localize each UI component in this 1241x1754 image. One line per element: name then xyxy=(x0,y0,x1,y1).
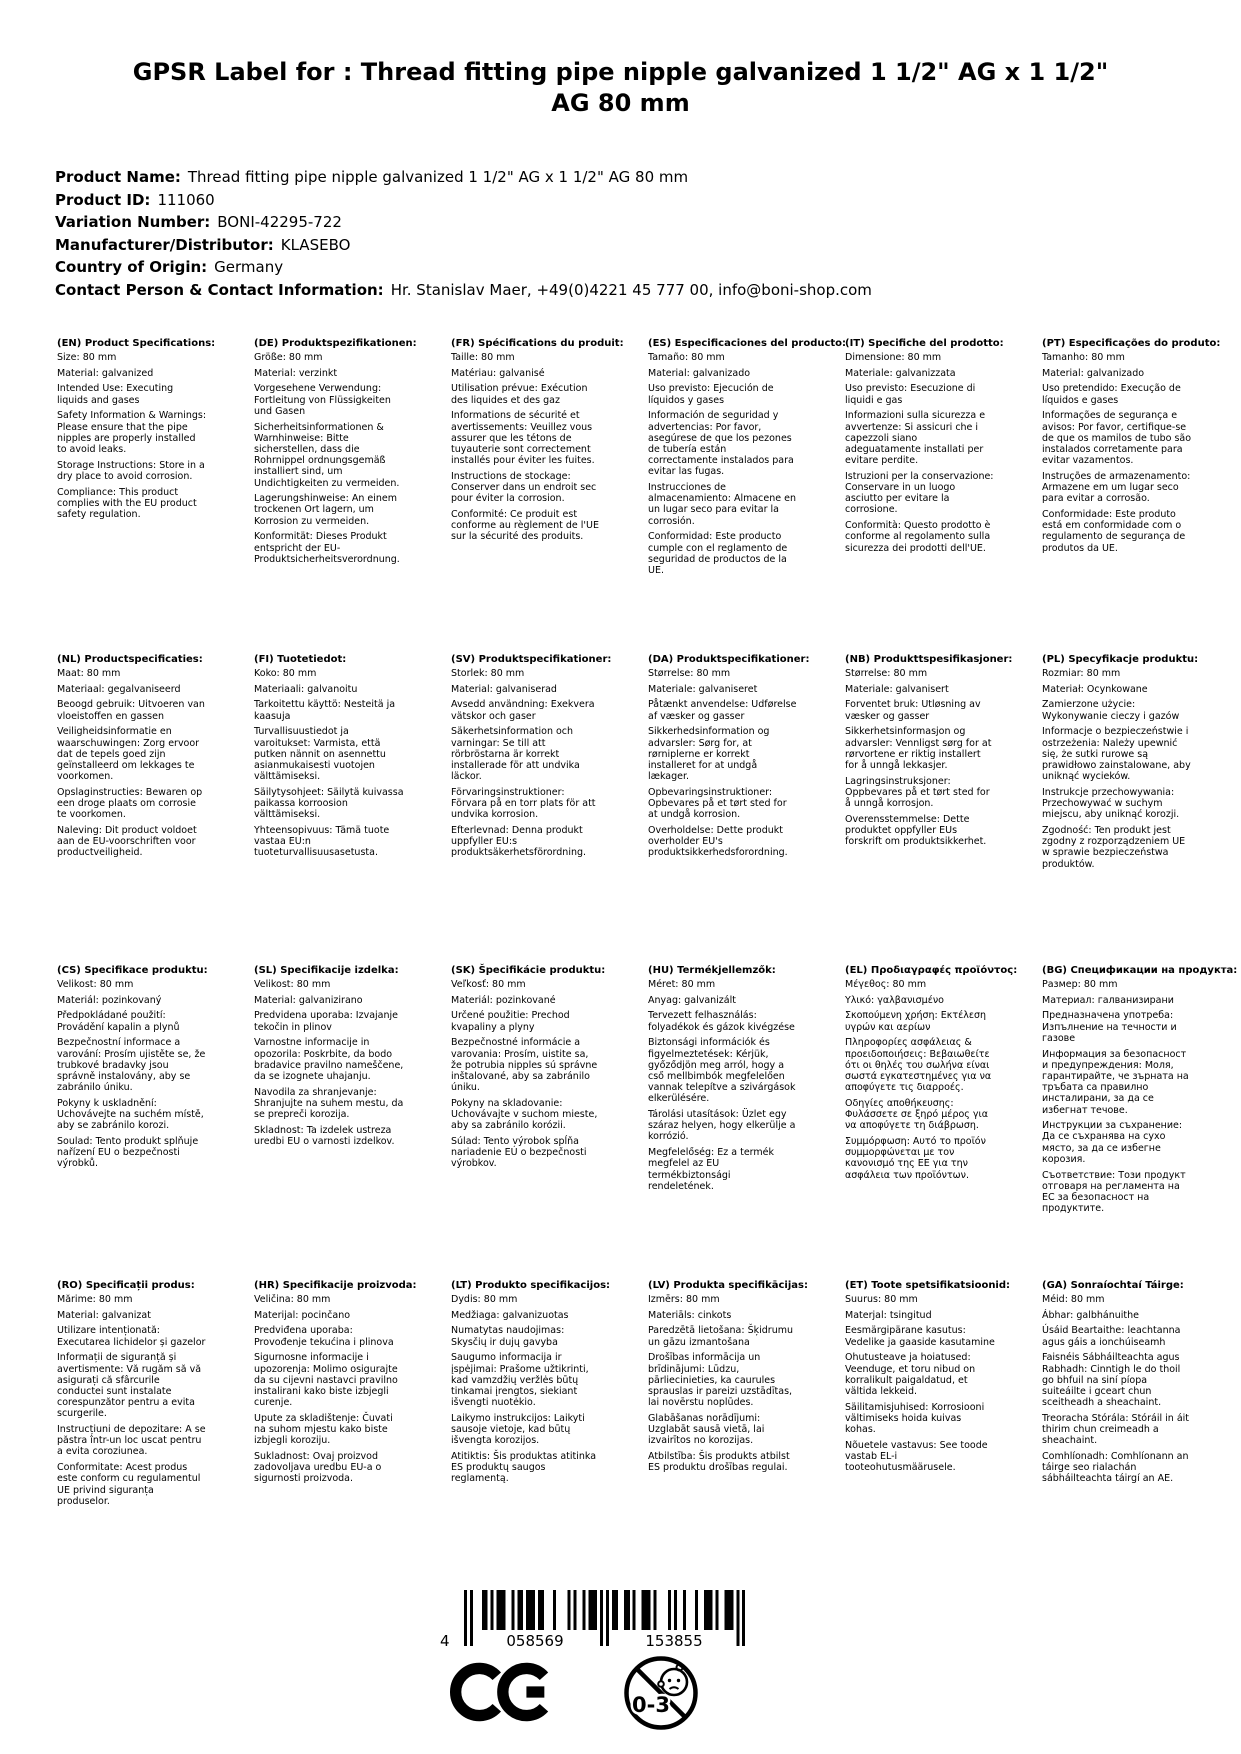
spec-block-bg xyxy=(1042,965,1239,1280)
spec-block-pl xyxy=(1042,654,1239,965)
spec-paragraph: Rozmiar: 80 mm xyxy=(1042,668,1121,679)
spec-paragraph: Материал: галванизирани xyxy=(1042,994,1174,1006)
spec-header: (HU) Termékjellemzők: xyxy=(648,965,776,976)
spec-paragraph: Πληροφορίες ασφάλειας & προειδοποιήσεις: Βεβαιωθείτε ότι οι θηλές του σωλήνα είναι σωστά εγκατεστημένες για να αποφύγετε τις διαρροές. xyxy=(845,1037,992,1094)
spec-header: (CS) Specifikace produktu: xyxy=(57,965,208,976)
product-info-row xyxy=(55,215,872,230)
product-info-value: KLASEBO xyxy=(280,235,351,254)
spec-paragraph: Laikymo instrukcijos: Laikyti sausoje vietoje, kad būtų išvengta korozijos. xyxy=(451,1412,585,1447)
spec-paragraph: Forventet bruk: Utløsning av væsker og gasser xyxy=(845,699,981,722)
product-info-row xyxy=(55,190,872,209)
spec-paragraph: Opbevaringsinstruktioner: Opbevares på et tørt sted for at undgå korrosion. xyxy=(648,786,787,821)
spec-block-hr xyxy=(254,1280,451,1511)
spec-paragraph: Soulad: Tento produkt splňuje nařízení EU o bezpečnosti výrobků. xyxy=(57,1135,199,1170)
spec-block-ga xyxy=(1042,1280,1239,1511)
spec-paragraph: Bezpečnostní informace a varování: Prosím ujistěte se, že trubkové bradavky jsou správně instalovány, aby se zabránilo úniku. xyxy=(57,1037,206,1094)
spec-paragraph: Comhlíonadh: Comhlíonann an táirge seo rialachán sábháilteachta táirgí an AE. xyxy=(1042,1450,1189,1485)
spec-paragraph: Megfelelőség: Ez a termék megfelel az EU termékbiztonsági rendeletének. xyxy=(648,1147,775,1192)
spec-paragraph: Paredzētā lietošana: Šķidrumu un gāzu izmantošana xyxy=(648,1325,793,1348)
spec-paragraph: Påtænkt anvendelse: Udførelse af væsker og gasser xyxy=(648,699,797,722)
spec-paragraph: Materiale: galvaniseret xyxy=(648,683,758,695)
spec-paragraph: Materiał: Ocynkowane xyxy=(1042,683,1148,695)
spec-paragraph: Navodila za shranjevanje: Shranjujte na suhem mestu, da se prepreči korozija. xyxy=(254,1086,404,1121)
specs-grid xyxy=(57,338,1239,1511)
spec-paragraph: Predvidena uporaba: Izvajanje tekočin in plinov xyxy=(254,1010,398,1033)
spec-paragraph: Opslaginstructies: Bewaren op een droge plaats om corrosie te voorkomen. xyxy=(57,786,203,821)
product-info-label: Manufacturer/Distributor: xyxy=(55,235,274,254)
spec-paragraph: Informații de siguranță și avertismente: Vă rugăm să vă asigurați că sfârcurile conductei sunt instalate corespunzător pentru a evita scurgerile. xyxy=(57,1352,202,1420)
spec-paragraph: Μέγεθος: 80 mm xyxy=(845,979,927,990)
age-warning-0-3-icon xyxy=(622,1654,700,1732)
spec-paragraph: Storlek: 80 mm xyxy=(451,668,525,679)
spec-paragraph: Úsáid Beartaithe: leachtanna agus gáis a ionchúiseamh xyxy=(1042,1325,1181,1348)
spec-paragraph: Størrelse: 80 mm xyxy=(845,668,928,679)
ean13-barcode xyxy=(436,1588,748,1650)
spec-header: (RO) Specificații produs: xyxy=(57,1280,195,1291)
spec-paragraph: Utilisation prévue: Exécution des liquides et des gaz xyxy=(451,383,588,406)
product-info-value: Hr. Stanislav Maer, +49(0)4221 45 777 00, info@boni-shop.com xyxy=(390,280,872,299)
spec-paragraph: Sigurnosne informacije i upozorenja: Molimo osigurajte da su cijevni nastavci pravilno instalirani kako biste izbjegli curenje. xyxy=(254,1352,398,1409)
spec-header: (GA) Sonraíochtaí Táirge: xyxy=(1042,1280,1184,1291)
spec-paragraph: Konformität: Dieses Produkt entspricht der EU-Produktsicherheitsverordnung. xyxy=(254,531,400,565)
spec-block-it xyxy=(845,338,1042,654)
spec-paragraph: Conformidad: Este producto cumple con el reglamento de seguridad de productos de la UE. xyxy=(648,531,788,576)
product-info-label: Contact Person & Contact Information: xyxy=(55,280,384,299)
spec-header: (EN) Product Specifications: xyxy=(57,338,216,349)
spec-paragraph: Efterlevnad: Denna produkt uppfyller EU:s produktsäkerhetsförordning. xyxy=(451,824,587,859)
product-info-label: Product ID: xyxy=(55,190,151,209)
spec-paragraph: Nõuetele vastavus: See toode vastab EL-i tooteohutusmäärusele. xyxy=(845,1439,988,1474)
spec-header: (SL) Specifikacije izdelka: xyxy=(254,965,399,976)
spec-paragraph: Sikkerhetsinformasjon og advarsler: Vennligst sørg for at rørvortene er riktig installert for å unngå lekkasjer. xyxy=(845,726,992,771)
spec-paragraph: Koko: 80 mm xyxy=(254,668,317,679)
spec-paragraph: Materiaali: galvanoitu xyxy=(254,683,358,695)
spec-paragraph: Material: galvanizirano xyxy=(254,994,363,1006)
spec-paragraph: Předpokládané použití: Provádění kapalin a plynů xyxy=(57,1010,180,1033)
spec-paragraph: Méid: 80 mm xyxy=(1042,1294,1105,1305)
spec-paragraph: Uso previsto: Ejecución de líquidos y gases xyxy=(648,383,774,406)
spec-paragraph: Materijal: pocinčano xyxy=(254,1309,351,1321)
spec-paragraph: Upute za skladištenje: Čuvati na suhom mjestu kako biste izbjegli koroziju. xyxy=(254,1412,393,1447)
spec-paragraph: Ohutusteave ja hoiatused: Veenduge, et toru nibud on korralikult paigaldatud, et vältida lekkeid. xyxy=(845,1352,976,1397)
spec-paragraph: Συμμόρφωση: Αυτό το προϊόν συμμορφώνεται με τον κανονισμό της ΕΕ για την ασφάλεια των προϊόντων. xyxy=(845,1135,986,1181)
spec-paragraph: Størrelse: 80 mm xyxy=(648,668,731,679)
spec-block-pt xyxy=(1042,338,1239,654)
spec-paragraph: Sicherheitsinformationen & Warnhinweise: Bitte sicherstellen, dass die Rohrnippel ordnungsgemäß installiert sind, um Undichtigkeiten zu vermeiden. xyxy=(254,421,400,489)
spec-block-lt xyxy=(451,1280,648,1511)
spec-header: (PL) Specyfikacje produktu: xyxy=(1042,654,1199,665)
spec-paragraph: Yhteensopivuus: Tämä tuote vastaa EU:n tuoteturvallisuusasetusta. xyxy=(254,824,390,859)
spec-block-et xyxy=(845,1280,1042,1511)
spec-paragraph: Veiligheidsinformatie en waarschuwingen: Zorg ervoor dat de tepels goed zijn geïnstalleerd om lekkages te voorkomen. xyxy=(57,726,200,783)
product-info-row xyxy=(55,260,872,275)
spec-paragraph: Σκοπούμενη χρήση: Εκτέλεση υγρών και αερίων xyxy=(845,1010,987,1033)
spec-paragraph: Materiāls: cinkots xyxy=(648,1309,732,1321)
spec-paragraph: Velikost: 80 mm xyxy=(57,979,134,990)
age-warning-label: 0-3 xyxy=(632,1693,670,1717)
spec-paragraph: Bezpečnostné informácie a varovania: Prosím, uistite sa, že potrubia nipples sú správne inštalované, aby sa zabránilo úniku. xyxy=(451,1037,598,1094)
spec-paragraph: Material: galvanizat xyxy=(57,1309,151,1321)
spec-block-el xyxy=(845,965,1042,1280)
spec-block-hu xyxy=(648,965,845,1280)
spec-paragraph: Informações de segurança e avisos: Por favor, certifique-se de que os mamilos de tubo são instalados corretamente para evitar vazamentos. xyxy=(1042,410,1192,467)
spec-paragraph: Material: verzinkt xyxy=(254,367,338,379)
spec-paragraph: Avsedd användning: Exekvera vätskor och gaser xyxy=(451,699,595,722)
spec-header: (IT) Specifiche del prodotto: xyxy=(845,338,1004,349)
spec-paragraph: Informacje o bezpieczeństwie i ostrzeżenia: Należy upewnić się, że sutki rurowe są prawidłowo zainstalowane, aby uniknąć wycieków. xyxy=(1042,726,1191,783)
spec-paragraph: Größe: 80 mm xyxy=(254,352,323,363)
spec-paragraph: Mărime: 80 mm xyxy=(57,1294,133,1305)
product-info-label: Product Name: xyxy=(55,168,181,186)
spec-header: (EL) Προδιαγραφές προϊόντος: xyxy=(845,965,1018,976)
spec-paragraph: Instruções de armazenamento: Armazene em um lugar seco para evitar a corrosão. xyxy=(1042,470,1191,505)
spec-paragraph: Veľkosť: 80 mm xyxy=(451,979,526,990)
spec-paragraph: Medžiaga: galvanizuotas xyxy=(451,1309,569,1321)
spec-paragraph: Pokyny na skladovanie: Uchovávajte v suchom mieste, aby sa zabránilo korózii. xyxy=(451,1097,598,1132)
spec-paragraph: Izmērs: 80 mm xyxy=(648,1294,720,1305)
spec-paragraph: Atitiktis: Šis produktas atitinka ES produktų saugos reglamentą. xyxy=(451,1450,597,1485)
spec-paragraph: Información de seguridad y advertencias: Por favor, asegúrese de que los pezones de tubería están correctamente instalados para evitar las fugas. xyxy=(648,410,794,478)
spec-paragraph: Materiale: galvanisert xyxy=(845,683,949,695)
spec-paragraph: Uso pretendido: Execução de líquidos e gases xyxy=(1042,383,1181,406)
spec-paragraph: Dydis: 80 mm xyxy=(451,1294,518,1305)
spec-paragraph: Biztonsági információk és figyelmeztetések: Kérjük, győződjön meg arról, hogy a cső mellbimbók megfelelően vannak telepítve a szivárgások elkerülésére. xyxy=(648,1037,796,1105)
spec-paragraph: Tárolási utasítások: Üzlet egy száraz helyen, hogy elkerülje a korrózió. xyxy=(648,1109,796,1143)
spec-header: (LV) Produkta specifikācijas: xyxy=(648,1280,808,1291)
spec-paragraph: Förvaringsinstruktioner: Förvara på en torr plats för att undvika korrosion. xyxy=(451,786,596,821)
spec-paragraph: Informations de sécurité et avertissements: Veuillez vous assurer que les tétons de tuyauterie sont correctement installés pour éviter les fuites. xyxy=(451,410,595,467)
spec-paragraph: Ábhar: galbhánuithe xyxy=(1042,1309,1139,1321)
spec-paragraph: Size: 80 mm xyxy=(57,352,117,363)
spec-paragraph: Utilizare intenționată: Executarea lichidelor și gazelor xyxy=(57,1325,206,1348)
spec-header: (DA) Produktspecifikationer: xyxy=(648,654,810,665)
spec-paragraph: Υλικό: γαλβανισμένο xyxy=(845,994,944,1006)
spec-block-ro xyxy=(57,1280,254,1511)
spec-block-cs xyxy=(57,965,254,1280)
spec-header: (PT) Especificações do produto: xyxy=(1042,338,1221,349)
product-info-row xyxy=(55,280,872,299)
spec-paragraph: Materiál: pozinkovaný xyxy=(57,994,162,1006)
spec-paragraph: Faisnéis Sábháilteachta agus Rabhadh: Cinntigh le do thoil go bhfuil na siní píopa suiteáilte i gceart chun sceitheadh a sheachaint. xyxy=(1042,1352,1181,1409)
spec-paragraph: Instrucțiuni de depozitare: A se păstra într-un loc uscat pentru a evita coroziunea. xyxy=(57,1424,206,1458)
spec-paragraph: Material: galvanized xyxy=(57,367,154,379)
spec-paragraph: Conformidade: Este produto está em conformidade com o regulamento de segurança de produtos da UE. xyxy=(1042,508,1186,554)
spec-paragraph: Lagerungshinweise: An einem trockenen Ort lagern, um Korrosion zu vermeiden. xyxy=(254,493,398,527)
product-info-row xyxy=(55,170,872,185)
spec-paragraph: Naleving: Dit product voldoet aan de EU-voorschriften voor productveiligheid. xyxy=(57,824,197,859)
spec-paragraph: Material: galvanizado xyxy=(648,367,751,379)
spec-block-nb xyxy=(845,654,1042,965)
spec-block-fr xyxy=(451,338,648,654)
spec-paragraph: Istruzioni per la conservazione: Conservare in un luogo asciutto per evitare la corrosione. xyxy=(845,470,994,516)
spec-paragraph: Zamierzone użycie: Wykonywanie cieczy i gazów xyxy=(1042,699,1180,722)
spec-paragraph: Saugumo informacija ir įspėjimai: Prašome užtikrinti, kad vamzdžių veržlės būtų tinkamai įrengtos, siekiant išvengti nuotėkio. xyxy=(451,1352,589,1409)
spec-block-lv xyxy=(648,1280,845,1511)
spec-paragraph: Materiaal: gegalvaniseerd xyxy=(57,683,181,695)
spec-header: (SV) Produktspecifikationer: xyxy=(451,654,612,665)
spec-paragraph: Инструкции за съхранение: Да се съхранява на сухо място, за да се избегне корозия. xyxy=(1042,1120,1183,1165)
spec-paragraph: Säilytysohjeet: Säilytä kuivassa paikassa korroosion välttämiseksi. xyxy=(254,786,404,821)
spec-paragraph: Turvallisuustiedot ja varoitukset: Varmista, että putken nännit on asennettu asianmukaisesti vuotojen välttämiseksi. xyxy=(254,726,386,783)
spec-paragraph: Glabāšanas norādījumi: Uzglabāt sausā vietā, lai izvairītos no korozijas. xyxy=(648,1412,765,1447)
spec-block-en xyxy=(57,338,254,654)
barcode-digits-right: 153855 xyxy=(645,1632,703,1650)
spec-paragraph: Veličina: 80 mm xyxy=(254,1294,331,1305)
spec-paragraph: Materiál: pozinkované xyxy=(451,994,556,1006)
spec-paragraph: Materjal: tsingitud xyxy=(845,1309,932,1321)
spec-paragraph: Numatytas naudojimas: Skysčių ir dujų gavyba xyxy=(451,1325,565,1348)
spec-paragraph: Beoogd gebruik: Uitvoeren van vloeistoffen en gassen xyxy=(57,699,205,722)
spec-paragraph: Съответствие: Този продукт отговаря на регламента на ЕС за безопасност на продуктите. xyxy=(1042,1169,1186,1215)
baby-face-icon xyxy=(661,1669,687,1695)
spec-block-fi xyxy=(254,654,451,965)
spec-paragraph: Sikkerhedsinformation og advarsler: Sørg for, at rørniplerne er korrekt installeret for at undgå lækager. xyxy=(648,726,770,783)
spec-paragraph: Conformità: Questo prodotto è conforme al regolamento sulla sicurezza dei prodotti dell'UE. xyxy=(845,520,991,554)
spec-paragraph: Anyag: galvanizált xyxy=(648,994,736,1006)
spec-paragraph: Varnostne informacije in opozorila: Poskrbite, da bodo bradavice pravilno nameščene, da se izognete uhajanju. xyxy=(254,1037,404,1082)
spec-paragraph: Overensstemmelse: Dette produktet oppfyller EUs forskrift om produktsikkerhet. xyxy=(845,813,987,848)
spec-paragraph: Instrukcje przechowywania: Przechowywać w suchym miejscu, aby uniknąć korozji. xyxy=(1042,786,1180,821)
spec-paragraph: Maat: 80 mm xyxy=(57,668,121,679)
spec-paragraph: Uso previsto: Esecuzione di liquidi e gas xyxy=(845,383,976,406)
spec-paragraph: Säilitamisjuhised: Korrosiooni vältimiseks hoida kuivas kohas. xyxy=(845,1401,985,1436)
spec-header: (NB) Produkttspesifikasjoner: xyxy=(845,654,1013,665)
product-info-value: BONI-42295-722 xyxy=(217,213,342,231)
spec-paragraph: Lagringsinstruksjoner: Oppbevares på et tørt sted for å unngå korrosjon. xyxy=(845,775,990,810)
product-info-value: Germany xyxy=(214,258,284,276)
spec-paragraph: Určené použitie: Prechod kvapaliny a plyny xyxy=(451,1010,570,1033)
spec-paragraph: Dimensione: 80 mm xyxy=(845,352,942,363)
spec-header: (DE) Produktspezifikationen: xyxy=(254,338,417,349)
ce-mark-icon xyxy=(450,1661,550,1723)
spec-paragraph: Materiale: galvanizzata xyxy=(845,367,956,379)
product-info-row xyxy=(55,235,872,254)
spec-paragraph: Tamaño: 80 mm xyxy=(648,352,725,363)
spec-paragraph: Overholdelse: Dette produkt overholder EU's produktsikkerhedsforordning. xyxy=(648,824,788,859)
spec-paragraph: Material: galvanizado xyxy=(1042,367,1145,379)
spec-header: (FI) Tuotetiedot: xyxy=(254,654,347,665)
spec-header: (ET) Toote spetsifikatsioonid: xyxy=(845,1280,1011,1291)
page-title-text: GPSR Label for : Thread fitting pipe nipple galvanized 1 1/2" AG x 1 1/2" AG 80 mm xyxy=(132,58,1109,117)
spec-header: (BG) Спецификации на продукта: xyxy=(1042,965,1238,976)
spec-paragraph: Информация за безопасност и предупреждения: Моля, гарантирайте, че зърната на тръбата са правилно инсталирани, за да се избегнат течове. xyxy=(1042,1048,1189,1116)
spec-paragraph: Informazioni sulla sicurezza e avvertenze: Si assicuri che i capezzoli siano adeguatamente installati per evitare perdite. xyxy=(845,410,986,467)
spec-header: (ES) Especificaciones del producto: xyxy=(648,338,847,349)
spec-paragraph: Storage Instructions: Store in a dry place to avoid corrosion. xyxy=(57,459,205,482)
spec-header: (NL) Productspecificaties: xyxy=(57,654,203,665)
barcode-digits-left: 058569 xyxy=(506,1632,564,1650)
spec-paragraph: Matériau: galvanisé xyxy=(451,367,545,379)
page-title xyxy=(0,57,1241,119)
spec-block-de xyxy=(254,338,451,654)
spec-paragraph: Eesmärgipärane kasutus: Vedelike ja gaaside kasutamine xyxy=(845,1325,995,1348)
spec-paragraph: Conformitate: Acest produs este conform cu regulamentul UE privind siguranța produselor. xyxy=(57,1462,201,1507)
spec-block-da xyxy=(648,654,845,965)
spec-block-sl xyxy=(254,965,451,1280)
spec-paragraph: Instrucciones de almacenamiento: Almacene en un lugar seco para evitar la corrosión. xyxy=(648,482,796,527)
spec-block-nl xyxy=(57,654,254,965)
spec-paragraph: Material: galvaniserad xyxy=(451,683,557,695)
spec-header: (SK) Špecifikácie produktu: xyxy=(451,965,606,976)
spec-paragraph: Предназначена употреба: Изпълнение на течности и газове xyxy=(1042,1010,1177,1044)
product-info-label: Country of Origin: xyxy=(55,258,208,276)
spec-header: (HR) Specifikacije proizvoda: xyxy=(254,1280,417,1291)
spec-paragraph: Suurus: 80 mm xyxy=(845,1294,918,1305)
spec-paragraph: Tervezett felhasználás: folyadékok és gázok kivégzése xyxy=(648,1010,795,1033)
product-info-value: Thread fitting pipe nipple galvanized 1 1/2" AG x 1 1/2" AG 80 mm xyxy=(187,168,689,186)
spec-paragraph: Размер: 80 mm xyxy=(1042,979,1118,990)
spec-block-sk xyxy=(451,965,648,1280)
spec-paragraph: Compliance: This product complies with the EU product safety regulation. xyxy=(57,486,197,520)
spec-paragraph: Atbilstība: Šis produkts atbilst ES produktu drošības regulai. xyxy=(648,1450,790,1474)
spec-block-es xyxy=(648,338,845,654)
spec-paragraph: Säkerhetsinformation och varningar: Se till att rörbröstarna är korrekt installerade för att undvika läckor. xyxy=(451,726,580,783)
spec-header: (FR) Spécifications du produit: xyxy=(451,338,624,349)
spec-paragraph: Méret: 80 mm xyxy=(648,979,716,990)
spec-paragraph: Pokyny k uskladnění: Uchovávejte na suchém místě, aby se zabránilo korozi. xyxy=(57,1097,204,1132)
spec-paragraph: Tamanho: 80 mm xyxy=(1042,352,1125,363)
spec-paragraph: Οδηγίες αποθήκευσης: Φυλάσσετε σε ξηρό μέρος για να αποφύγετε τη διάβρωση. xyxy=(845,1097,988,1132)
spec-paragraph: Taille: 80 mm xyxy=(451,352,515,363)
spec-block-sv xyxy=(451,654,648,965)
spec-paragraph: Drošības informācija un brīdinājumi: Lūdzu, pārliecinieties, ka caurules sprauslas ir pareizi uzstādītas, lai novērstu noplūdes. xyxy=(648,1352,793,1409)
spec-paragraph: Predviđena uporaba: Provođenje tekućina i plinova xyxy=(254,1325,394,1348)
spec-paragraph: Vorgesehene Verwendung: Fortleitung von Flüssigkeiten und Gasen xyxy=(254,383,391,417)
spec-paragraph: Súlad: Tento výrobok spĺňa nariadenie EÚ o bezpečnosti výrobkov. xyxy=(451,1135,587,1170)
product-info-value: 111060 xyxy=(157,190,215,209)
product-info xyxy=(55,170,872,305)
spec-paragraph: Sukladnost: Ovaj proizvod zadovoljava uredbu EU-a o sigurnosti proizvoda. xyxy=(254,1450,382,1485)
spec-paragraph: Velikost: 80 mm xyxy=(254,979,331,990)
spec-paragraph: Tarkoitettu käyttö: Nesteitä ja kaasuja xyxy=(254,699,396,722)
spec-paragraph: Safety Information & Warnings: Please ensure that the pipe nipples are properly installed to avoid leaks. xyxy=(57,410,207,455)
spec-paragraph: Treoracha Stórála: Stóráil in áit thirim chun creimeadh a sheachaint. xyxy=(1042,1412,1190,1447)
spec-paragraph: Conformité: Ce produit est conforme au règlement de l'UE sur la sécurité des produits. xyxy=(451,508,599,543)
spec-paragraph: Instructions de stockage: Conserver dans un endroit sec pour éviter la corrosion. xyxy=(451,470,597,505)
product-info-label: Variation Number: xyxy=(55,213,211,231)
spec-paragraph: Skladnost: Ta izdelek ustreza uredbi EU o varnosti izdelkov. xyxy=(254,1124,395,1147)
barcode-digit-prefix: 4 xyxy=(440,1632,450,1650)
spec-header: (LT) Produkto specifikacijos: xyxy=(451,1280,611,1291)
spec-paragraph: Intended Use: Executing liquids and gases xyxy=(57,383,174,406)
spec-paragraph: Zgodność: Ten produkt jest zgodny z rozporządzeniem UE w sprawie bezpieczeństwa produktów. xyxy=(1042,824,1186,870)
